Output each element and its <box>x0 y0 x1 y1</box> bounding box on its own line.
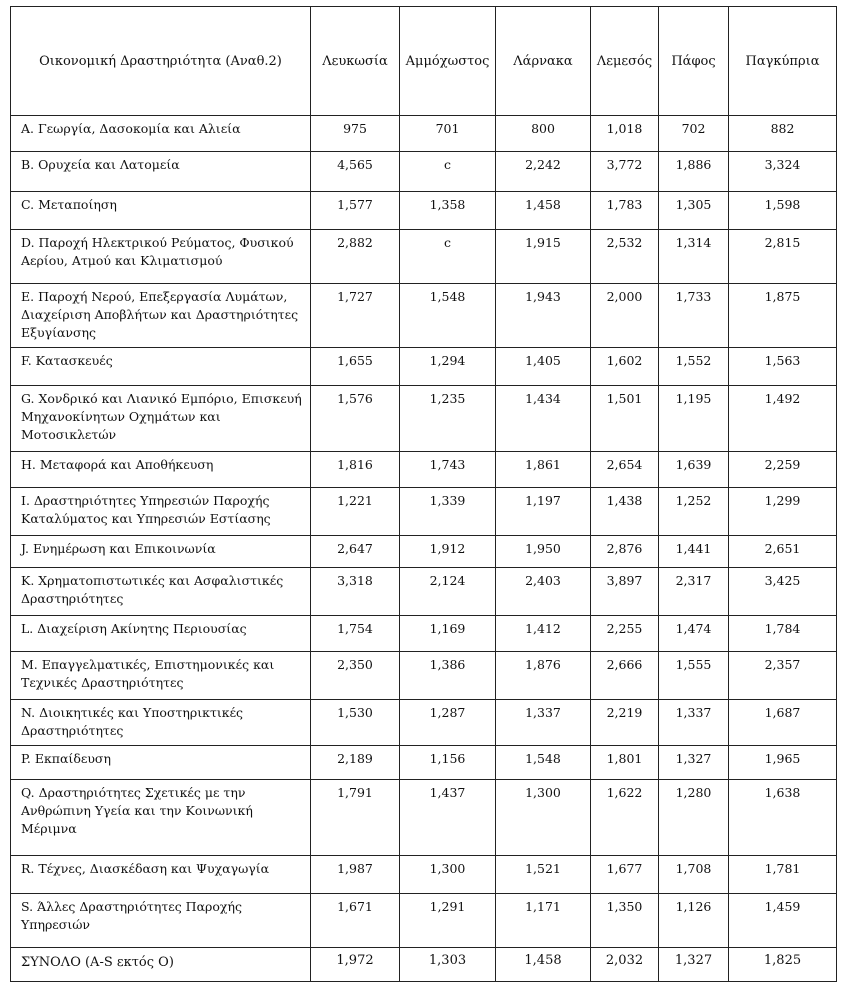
row-label: I. Δραστηριότητες Υπηρεσιών Παροχής Καταλύματος και Υπηρεσιών Εστίασης <box>11 488 311 536</box>
value-cell: 1,754 <box>311 616 400 652</box>
value-cell: 1,548 <box>400 284 496 348</box>
value-cell: 1,438 <box>591 488 659 536</box>
value-cell: 1,235 <box>400 386 496 452</box>
value-cell: 1,791 <box>311 780 400 856</box>
value-cell: 1,405 <box>496 348 591 386</box>
value-cell: 2,317 <box>659 568 729 616</box>
value-cell: 1,943 <box>496 284 591 348</box>
value-cell: 1,781 <box>729 856 837 894</box>
value-cell: 1,576 <box>311 386 400 452</box>
header-nicosia: Λευκωσία <box>311 7 400 116</box>
value-cell: 1,299 <box>729 488 837 536</box>
value-cell: 1,501 <box>591 386 659 452</box>
value-cell: 1,671 <box>311 894 400 948</box>
value-cell: 2,357 <box>729 652 837 700</box>
row-label: R. Τέχνες, Διασκέδαση και Ψυχαγωγία <box>11 856 311 894</box>
header-famagusta: Αμμόχωστος <box>400 7 496 116</box>
row-label: S. Άλλες Δραστηριότητες Παροχής Υπηρεσιών <box>11 894 311 948</box>
value-cell: c <box>400 230 496 284</box>
value-cell: 2,403 <box>496 568 591 616</box>
value-cell: 800 <box>496 116 591 152</box>
value-cell: 1,314 <box>659 230 729 284</box>
row-label: K. Χρηματοπιστωτικές και Ασφαλιστικές Δραστηριότητες <box>11 568 311 616</box>
table-row <box>11 616 837 652</box>
value-cell: 1,638 <box>729 780 837 856</box>
value-cell: 1,171 <box>496 894 591 948</box>
table-row <box>11 348 837 386</box>
row-label: D. Παροχή Ηλεκτρικού Ρεύματος, Φυσικού Αερίου, Ατμού και Κλιματισμού <box>11 230 311 284</box>
table-row <box>11 652 837 700</box>
row-label: ΣΥΝΟΛΟ (A-S εκτός O) <box>11 948 311 982</box>
value-cell: 1,876 <box>496 652 591 700</box>
value-cell: 1,602 <box>591 348 659 386</box>
value-cell: 1,126 <box>659 894 729 948</box>
value-cell: 3,425 <box>729 568 837 616</box>
row-label: L. Διαχείριση Ακίνητης Περιουσίας <box>11 616 311 652</box>
value-cell: 1,280 <box>659 780 729 856</box>
value-cell: 1,563 <box>729 348 837 386</box>
value-cell: 1,386 <box>400 652 496 700</box>
table-row <box>11 152 837 192</box>
table-row <box>11 230 837 284</box>
value-cell: 2,350 <box>311 652 400 700</box>
value-cell: 2,651 <box>729 536 837 568</box>
value-cell: 2,124 <box>400 568 496 616</box>
value-cell: 1,492 <box>729 386 837 452</box>
value-cell: 1,337 <box>496 700 591 746</box>
value-cell: 1,327 <box>659 948 729 982</box>
value-cell: 1,912 <box>400 536 496 568</box>
value-cell: 1,358 <box>400 192 496 230</box>
table-row <box>11 568 837 616</box>
value-cell: 1,437 <box>400 780 496 856</box>
value-cell: 1,530 <box>311 700 400 746</box>
value-cell: 2,255 <box>591 616 659 652</box>
value-cell: 2,242 <box>496 152 591 192</box>
value-cell: 2,815 <box>729 230 837 284</box>
value-cell: 1,458 <box>496 192 591 230</box>
value-cell: 1,197 <box>496 488 591 536</box>
table-row <box>11 856 837 894</box>
value-cell: 2,876 <box>591 536 659 568</box>
value-cell: 1,459 <box>729 894 837 948</box>
value-cell: 2,666 <box>591 652 659 700</box>
value-cell: 2,532 <box>591 230 659 284</box>
value-cell: 3,772 <box>591 152 659 192</box>
header-activity: Οικονομική Δραστηριότητα (Αναθ.2) <box>11 7 311 116</box>
row-label: C. Μεταποίηση <box>11 192 311 230</box>
value-cell: 1,474 <box>659 616 729 652</box>
value-cell: 1,287 <box>400 700 496 746</box>
total-row <box>11 948 837 982</box>
value-cell: 1,458 <box>496 948 591 982</box>
value-cell: 1,169 <box>400 616 496 652</box>
value-cell: 975 <box>311 116 400 152</box>
value-cell: 1,552 <box>659 348 729 386</box>
value-cell: 1,987 <box>311 856 400 894</box>
value-cell: 1,598 <box>729 192 837 230</box>
value-cell: 701 <box>400 116 496 152</box>
value-cell: 3,318 <box>311 568 400 616</box>
value-cell: 1,972 <box>311 948 400 982</box>
row-label: J. Ενημέρωση και Επικοινωνία <box>11 536 311 568</box>
value-cell: 1,195 <box>659 386 729 452</box>
value-cell: 2,654 <box>591 452 659 488</box>
row-label: A. Γεωργία, Δασοκομία και Αλιεία <box>11 116 311 152</box>
value-cell: 1,622 <box>591 780 659 856</box>
value-cell: 1,816 <box>311 452 400 488</box>
value-cell: 1,300 <box>496 780 591 856</box>
table-row <box>11 452 837 488</box>
value-cell: 702 <box>659 116 729 152</box>
value-cell: 1,677 <box>591 856 659 894</box>
value-cell: 1,687 <box>729 700 837 746</box>
value-cell: 1,655 <box>311 348 400 386</box>
row-label: M. Επαγγελματικές, Επιστημονικές και Τεχνικές Δραστηριότητες <box>11 652 311 700</box>
value-cell: 1,727 <box>311 284 400 348</box>
value-cell: 1,521 <box>496 856 591 894</box>
value-cell: 1,291 <box>400 894 496 948</box>
value-cell: c <box>400 152 496 192</box>
value-cell: 1,825 <box>729 948 837 982</box>
value-cell: 1,221 <box>311 488 400 536</box>
row-label: B. Ορυχεία και Λατομεία <box>11 152 311 192</box>
value-cell: 1,743 <box>400 452 496 488</box>
value-cell: 1,434 <box>496 386 591 452</box>
value-cell: 2,259 <box>729 452 837 488</box>
value-cell: 1,950 <box>496 536 591 568</box>
value-cell: 1,965 <box>729 746 837 780</box>
value-cell: 882 <box>729 116 837 152</box>
value-cell: 2,032 <box>591 948 659 982</box>
header-all-cyprus: Παγκύπρια <box>729 7 837 116</box>
table-row <box>11 192 837 230</box>
earnings-table <box>10 6 837 982</box>
value-cell: 1,708 <box>659 856 729 894</box>
value-cell: 1,327 <box>659 746 729 780</box>
value-cell: 1,294 <box>400 348 496 386</box>
value-cell: 1,305 <box>659 192 729 230</box>
header-paphos: Πάφος <box>659 7 729 116</box>
value-cell: 1,337 <box>659 700 729 746</box>
value-cell: 1,303 <box>400 948 496 982</box>
table-row <box>11 746 837 780</box>
value-cell: 2,000 <box>591 284 659 348</box>
value-cell: 3,324 <box>729 152 837 192</box>
value-cell: 1,733 <box>659 284 729 348</box>
row-label: E. Παροχή Νερού, Επεξεργασία Λυμάτων, Διαχείριση Αποβλήτων και Δραστηριότητες Εξυγίανσης <box>11 284 311 348</box>
table-row <box>11 116 837 152</box>
value-cell: 2,882 <box>311 230 400 284</box>
value-cell: 1,875 <box>729 284 837 348</box>
table-row <box>11 386 837 452</box>
row-label: P. Εκπαίδευση <box>11 746 311 780</box>
value-cell: 1,639 <box>659 452 729 488</box>
table-row <box>11 700 837 746</box>
row-label: G. Χονδρικό και Λιανικό Εμπόριο, Επισκευή Μηχανοκίνητων Οχημάτων και Μοτοσικλετών <box>11 386 311 452</box>
value-cell: 1,548 <box>496 746 591 780</box>
value-cell: 1,783 <box>591 192 659 230</box>
table-row <box>11 894 837 948</box>
value-cell: 1,412 <box>496 616 591 652</box>
row-label: Q. Δραστηριότητες Σχετικές με την Ανθρώπινη Υγεία και την Κοινωνική Μέριμνα <box>11 780 311 856</box>
table-row <box>11 780 837 856</box>
value-cell: 1,555 <box>659 652 729 700</box>
value-cell: 1,252 <box>659 488 729 536</box>
value-cell: 1,784 <box>729 616 837 652</box>
value-cell: 4,565 <box>311 152 400 192</box>
header-limassol: Λεμεσός <box>591 7 659 116</box>
value-cell: 1,339 <box>400 488 496 536</box>
value-cell: 2,647 <box>311 536 400 568</box>
row-label: F. Κατασκευές <box>11 348 311 386</box>
table-row <box>11 488 837 536</box>
value-cell: 1,801 <box>591 746 659 780</box>
value-cell: 3,897 <box>591 568 659 616</box>
value-cell: 1,441 <box>659 536 729 568</box>
value-cell: 1,577 <box>311 192 400 230</box>
table-row <box>11 536 837 568</box>
value-cell: 1,350 <box>591 894 659 948</box>
row-label: N. Διοικητικές και Υποστηρικτικές Δραστηριότητες <box>11 700 311 746</box>
row-label: H. Μεταφορά και Αποθήκευση <box>11 452 311 488</box>
value-cell: 2,189 <box>311 746 400 780</box>
value-cell: 1,915 <box>496 230 591 284</box>
table-row <box>11 284 837 348</box>
header-larnaca: Λάρνακα <box>496 7 591 116</box>
value-cell: 1,861 <box>496 452 591 488</box>
value-cell: 1,156 <box>400 746 496 780</box>
header-row <box>11 7 837 116</box>
value-cell: 2,219 <box>591 700 659 746</box>
value-cell: 1,018 <box>591 116 659 152</box>
value-cell: 1,886 <box>659 152 729 192</box>
value-cell: 1,300 <box>400 856 496 894</box>
